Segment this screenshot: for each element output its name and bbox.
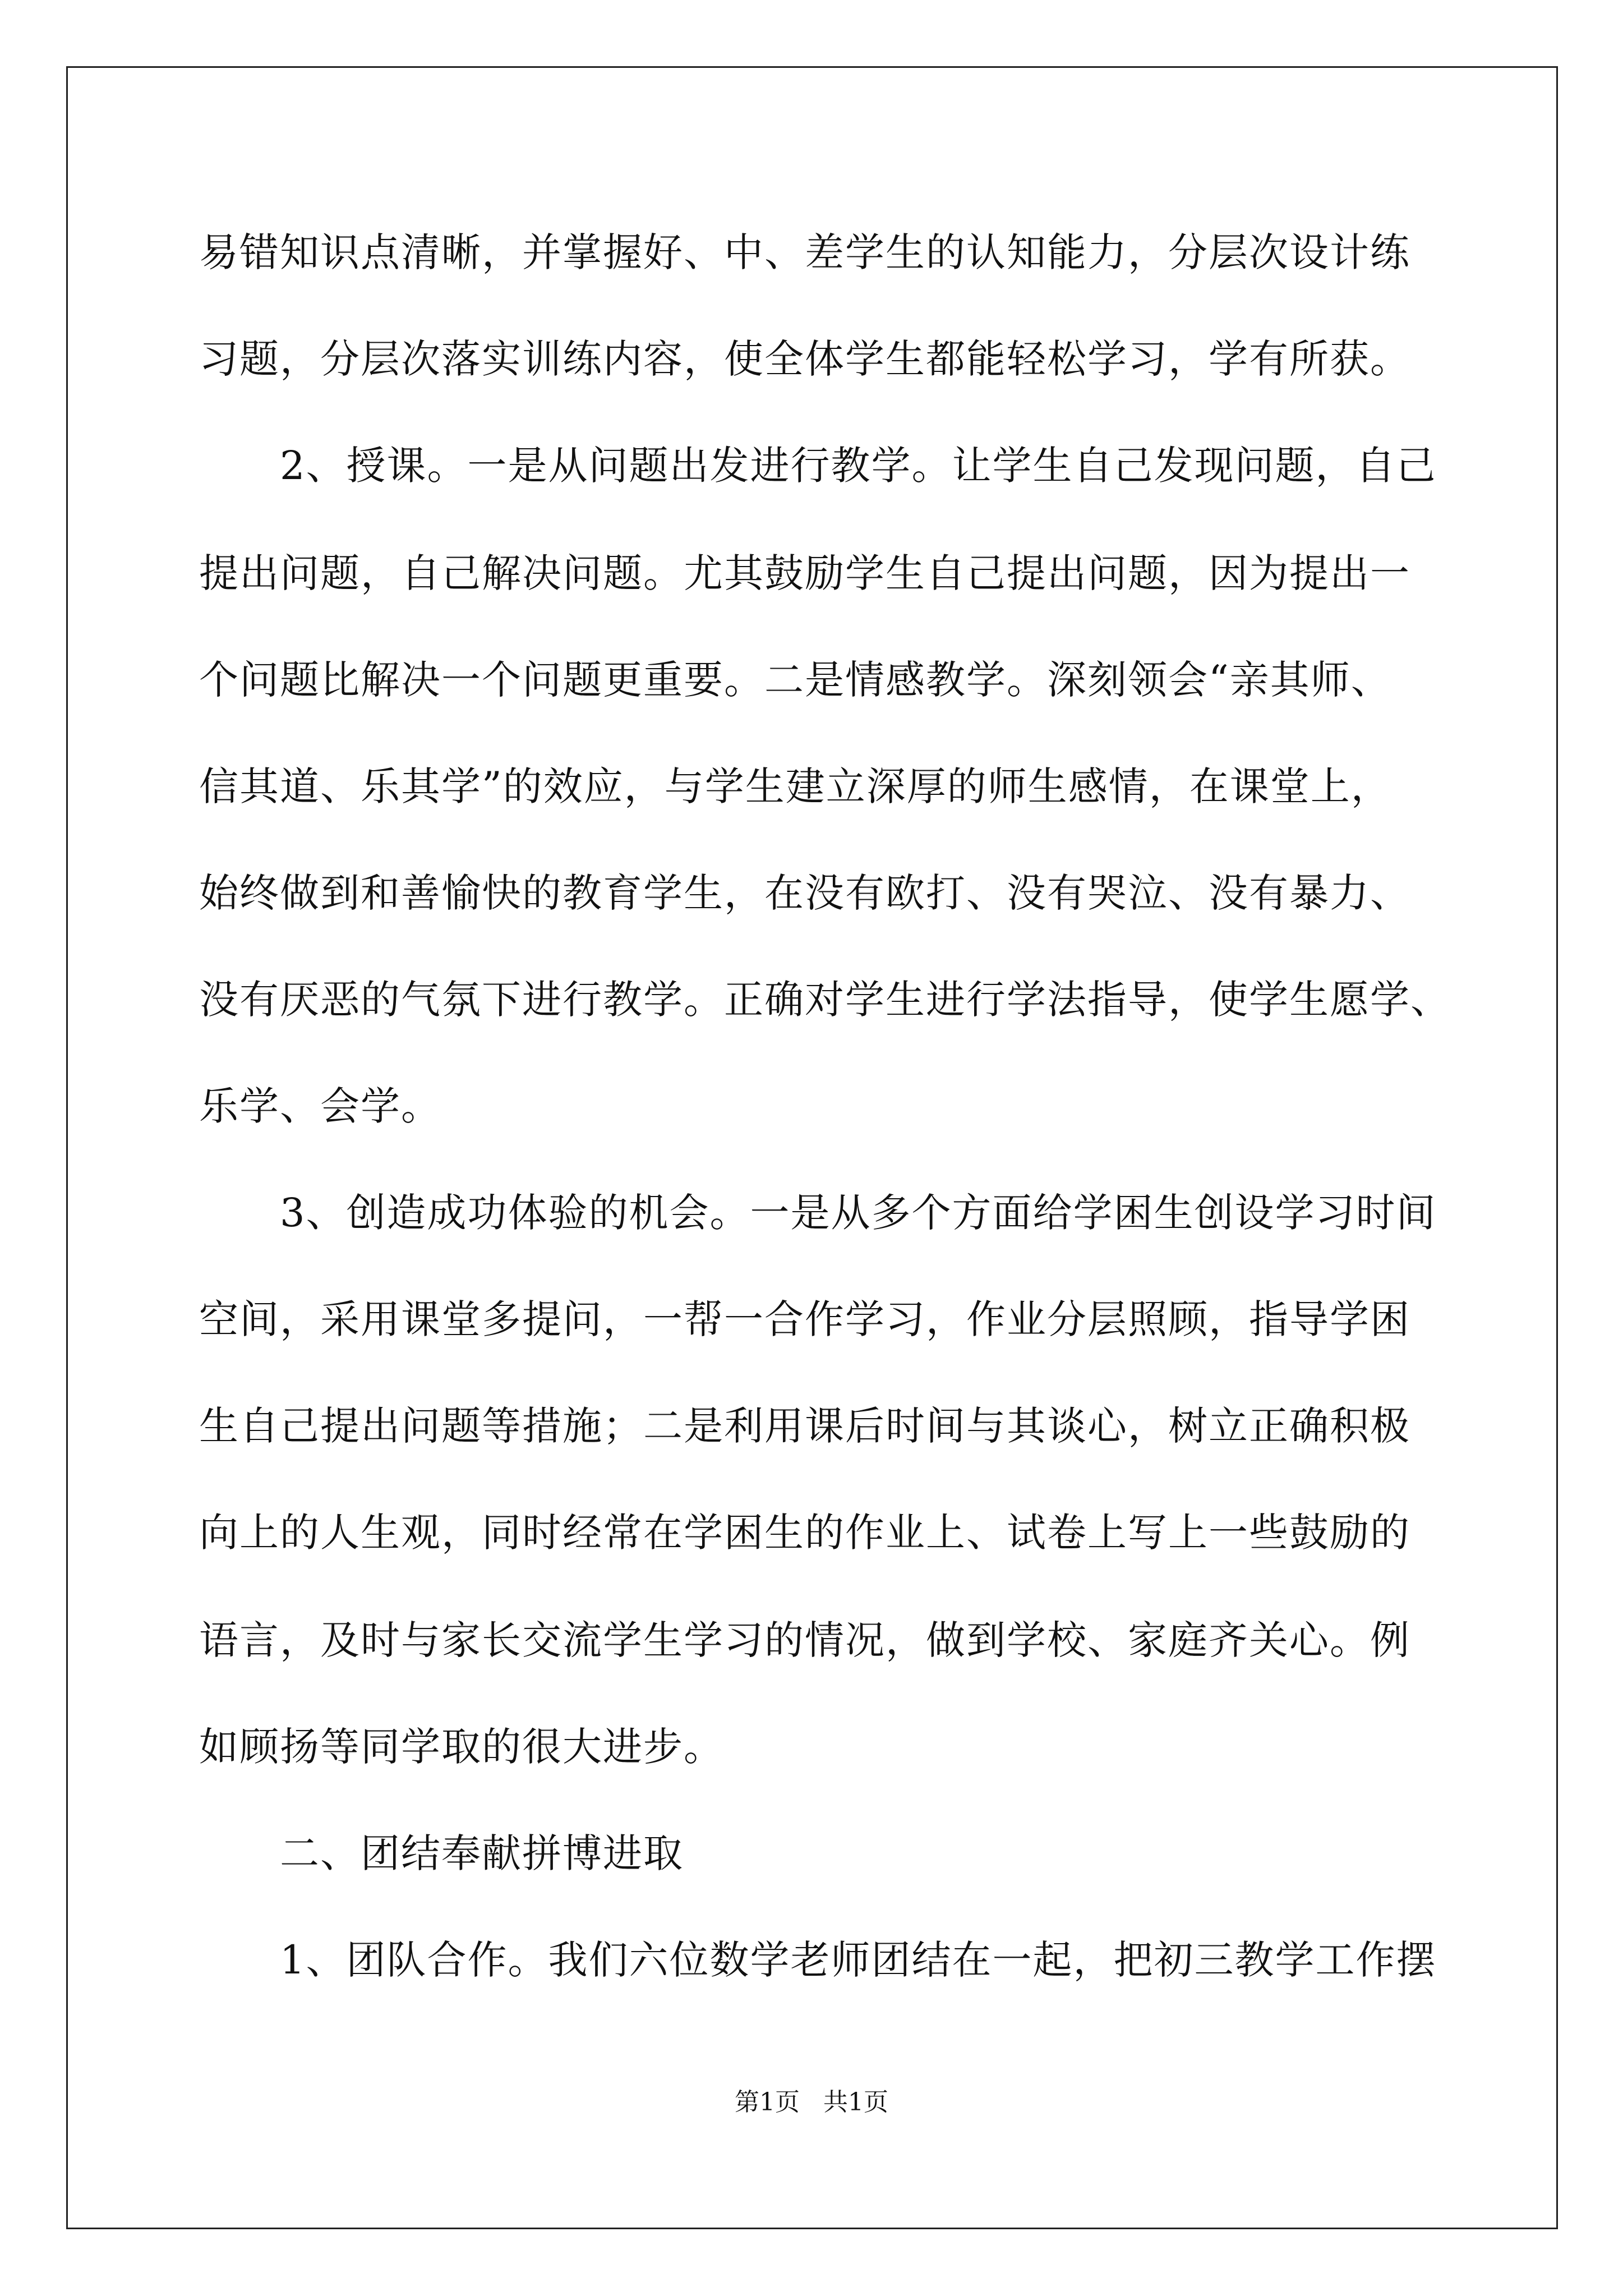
text-line: 向上的人生观，同时经常在学困生的作业上、试卷上写上一些鼓励的 (199, 1510, 1410, 1556)
text-line: 语言，及时与家长交流学生学习的情况，做到学校、家庭齐关心。例 (199, 1617, 1410, 1663)
text-line: 乐学、会学。 (199, 1083, 441, 1129)
text-line: 空间，采用课堂多提问，一帮一合作学习，作业分层照顾，指导学困 (199, 1296, 1410, 1342)
text-line: 没有厌恶的气氛下进行教学。正确对学生进行学法指导，使学生愿学、 (199, 977, 1451, 1023)
text-line: 如顾扬等同学取的很大进步。 (199, 1724, 724, 1770)
text-line: 易错知识点清晰，并掌握好、中、差学生的认知能力，分层次设计练 (199, 229, 1410, 275)
page-border (66, 66, 1558, 2229)
text-line: 个问题比解决一个问题更重要。二是情感教学。深刻领会“亲其师、 (199, 657, 1391, 703)
text-line: 提出问题，自己解决问题。尤其鼓励学生自己提出问题，因为提出一 (199, 550, 1410, 596)
text-line: 二、团结奉献拼博进取 (199, 1830, 684, 1876)
text-line: 信其道、乐其学”的效应，与学生建立深厚的师生感情，在课堂上， (199, 763, 1391, 809)
text-line: 始终做到和善愉快的教育学生，在没有欧打、没有哭泣、没有暴力、 (199, 870, 1410, 916)
text-line: 2、授课。一是从问题出发进行教学。让学生自己发现问题，自己 (199, 443, 1437, 489)
page-footer: 第1页 共1页 (735, 2088, 888, 2116)
text-line: 3、创造成功体验的机会。一是从多个方面给学困生创设学习时间 (199, 1190, 1437, 1236)
text-line: 1、团队合作。我们六位数学老师团结在一起，把初三教学工作摆 (199, 1937, 1437, 1983)
text-line: 习题，分层次落实训练内容，使全体学生都能轻松学习，学有所获。 (199, 336, 1410, 382)
text-line: 生自己提出问题等措施；二是利用课后时间与其谈心，树立正确积极 (199, 1403, 1410, 1449)
